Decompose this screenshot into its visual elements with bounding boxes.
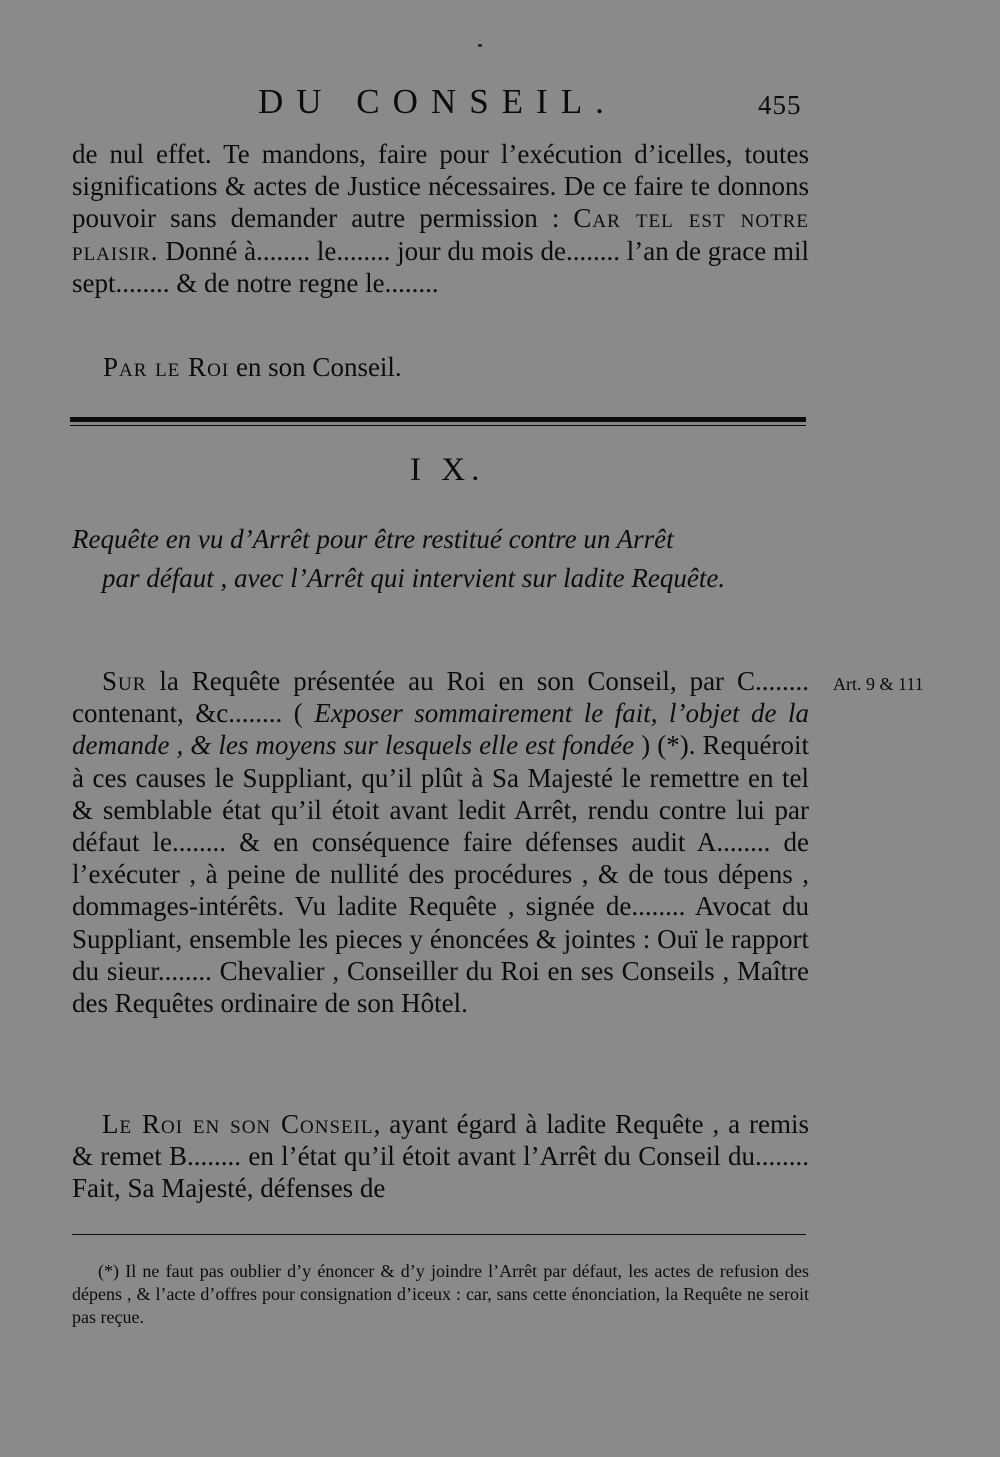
signature-rest: en son Conseil.: [229, 352, 402, 382]
signature-line: [103, 352, 402, 383]
top-paragraph: [72, 138, 809, 299]
footnote-text: (*) Il ne faut pas oublier d’y énoncer & d’y joindre l’Arrêt par défaut, les actes de refusion des dépens , & l’acte d’offres pour consignation d’iceux : car, sans cette énonciation, la Requête ne seroit pas reçue.: [72, 1261, 809, 1327]
body-paragraph-text: [72, 665, 809, 1019]
section-number: I X.: [410, 452, 486, 488]
body-text-1: la Requête présentée au Roi en son Conseil, par C........ contenant, &c........ (: [72, 666, 809, 729]
top-paragraph-text: [72, 138, 809, 299]
body-lead-word: Sur: [102, 666, 147, 696]
section-divider-thin: [70, 425, 806, 426]
body-paragraph: [72, 665, 809, 1019]
royal-formula: Car tel est notre plaisir.: [72, 203, 809, 266]
section-title-line-1: Requête en vu d’Arrêt pour être restitué contre un Arrêt: [72, 524, 674, 554]
body-text-2: ) (*). Requéroit à ces causes le Suppliant, qu’il plût à Sa Majesté le remettre en tel & semblable état qu’il étoit avant ledit Arrêt, rendu contre lui par défaut le........ & en conséquence faire défenses audit A........ de l’exécuter , à peine de nullité des procédures , & de tous dépens , dommages-intérêts. Vu ladite Requête , signée de........ Avocat du Suppliant, ensemble les pieces y énoncées & jointes : Ouï le rapport du sieur........ Chevalier , Conseiller du Roi en ses Conseils , Maître des Requêtes ordinaire de son Hôtel.: [72, 730, 809, 1019]
top-paragraph-text-1: de nul effet. Te mandons, faire pour l’exécution d’icelles, toutes significations & actes de Justice nécessaires. De ce faire te donnons pouvoir sans demander autre permission :: [72, 139, 809, 234]
footnote-rule: [72, 1234, 806, 1235]
decision-paragraph: [72, 1108, 809, 1205]
margin-note: Art. 9 & 111: [833, 674, 924, 694]
page-number: 455: [758, 90, 802, 120]
signature-par-le-roi: Par le Roi: [103, 352, 230, 382]
top-paragraph-text-2: Donné à........ le........ jour du mois de........ l’an de grace mil sept........ & de notre regne le........: [72, 235, 809, 298]
decision-paragraph-text: [72, 1108, 809, 1205]
section-title: [72, 520, 809, 598]
section-divider-thick: [70, 417, 806, 422]
section-title-line-2: par défaut , avec l’Arrêt qui intervient sur ladite Requête.: [102, 563, 726, 593]
decision-text: , ayant égard à ladite Requête , a remis & remet B........ en l’état qu’il étoit avant l’Arrêt du Conseil du........ Fait, Sa Majesté, défenses de: [72, 1109, 809, 1204]
body-italic-instruction: Exposer sommairement le fait, l’objet de la demande , & les moyens sur lesquels elle est fondée: [72, 698, 809, 761]
decision-lead: Le Roi en son Conseil: [102, 1109, 374, 1139]
running-head: DU CONSEIL.: [258, 82, 617, 121]
footnote: [72, 1260, 809, 1329]
ink-speck: [478, 44, 482, 47]
